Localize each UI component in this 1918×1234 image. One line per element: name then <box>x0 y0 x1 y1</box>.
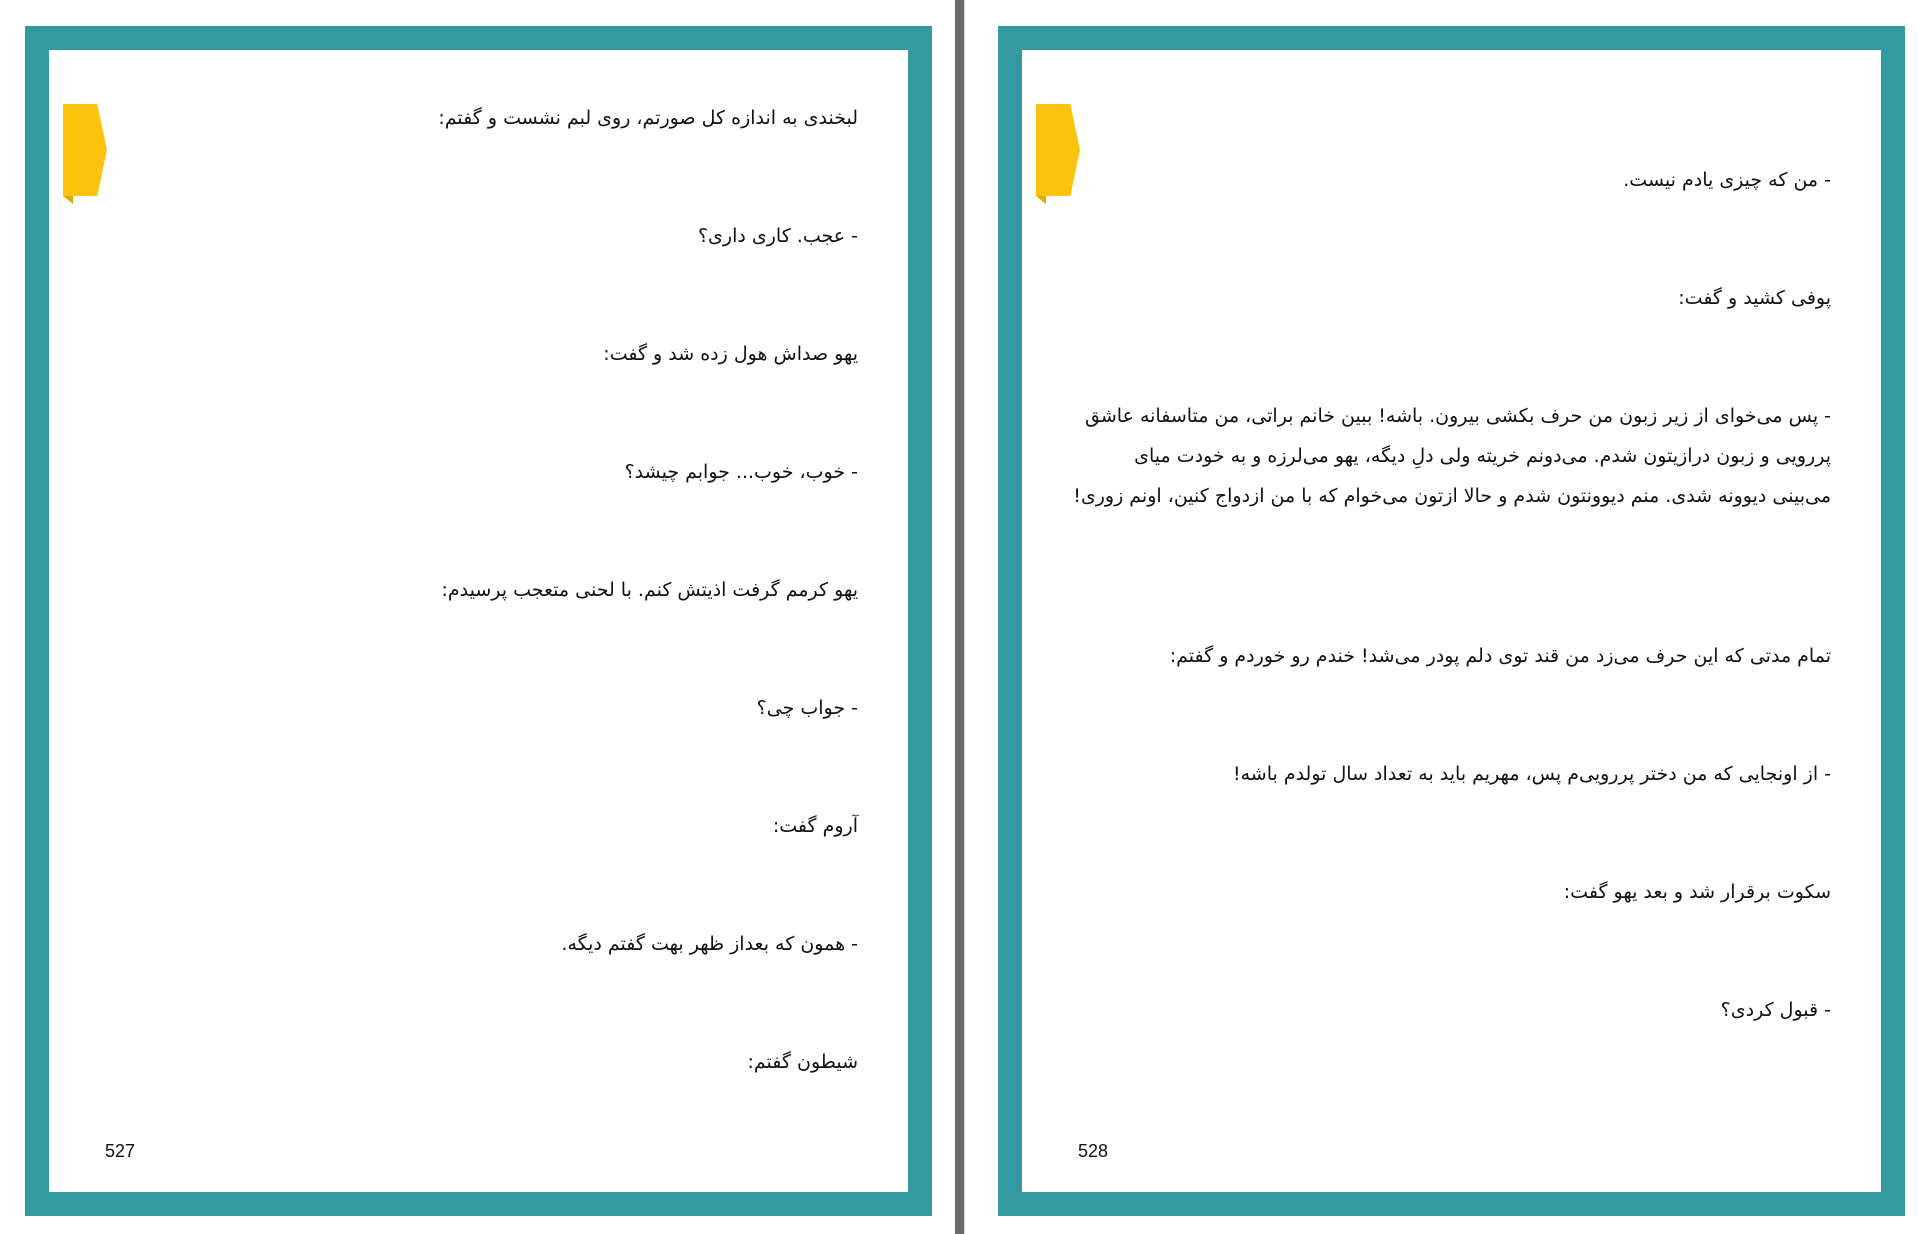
paragraph: سکوت برقرار شد و بعد یهو گفت: <box>1563 881 1831 903</box>
page-number: 528 <box>1078 1141 1109 1161</box>
paragraph: پوفی کشید و گفت: <box>1678 287 1831 309</box>
bookmark-fold-icon <box>1036 196 1046 204</box>
page-right-text <box>1071 160 1831 1030</box>
bookmark-fold-icon <box>63 196 73 204</box>
paragraph: - خوب، خوب... جوابم چیشد؟ <box>624 461 858 483</box>
paragraph: آروم گفت: <box>772 815 858 837</box>
paragraph: - قبول کردی؟ <box>1720 999 1831 1021</box>
paragraph: یهو کرمم گرفت اذیتش کنم. با لحنی متعجب پرسیدم: <box>441 579 858 601</box>
bookmark-tab-icon <box>63 104 107 196</box>
page-left-text <box>258 98 858 1082</box>
page-right-content-area <box>1022 50 1881 1192</box>
gutter-edge <box>964 0 965 1234</box>
paragraph: - همون که بعداز ظهر بهت گفتم دیگه. <box>561 933 858 955</box>
paragraph: - جواب چی؟ <box>756 697 858 719</box>
paragraph: - پس می‌خوای از زیر زبون من حرف بکشی بیرون. باشه! ببین خانم براتی، من متاسفانه عاشق پررویی و زبون درازیتون شدم. می‌دونم خریته ولی دلِ دیگه، یهو می‌لرزه و به خودت میای می‌بینی دیوونه شدی. منم دیوونتون شدم و حالا ازتون می‌خوام که با من ازدواج کنین، اونم زوری! <box>1073 405 1831 507</box>
paragraph: تمام مدتی که این حرف می‌زد من قند توی دلم پودر می‌شد! خندم رو خوردم و گفتم: <box>1169 645 1831 667</box>
page-number: 527 <box>105 1141 136 1161</box>
page-right <box>998 26 1905 1216</box>
paragraph: - عجب. کاری داری؟ <box>697 225 858 247</box>
page-left <box>25 26 932 1216</box>
paragraph: یهو صداش هول زده شد و گفت: <box>603 343 858 365</box>
paragraph: شیطون گفتم: <box>747 1051 858 1073</box>
book-gutter <box>955 0 964 1234</box>
page-left-content-area <box>49 50 908 1192</box>
paragraph: - از اونجایی که من دختر پررویی‌م پس، مهریم باید به تعداد سال تولدم باشه! <box>1232 763 1831 785</box>
paragraph: لبخندی به اندازه کل صورتم، روی لبم نشست و گفتم: <box>438 107 858 129</box>
paragraph: - من که چیزی یادم نیست. <box>1623 169 1831 191</box>
